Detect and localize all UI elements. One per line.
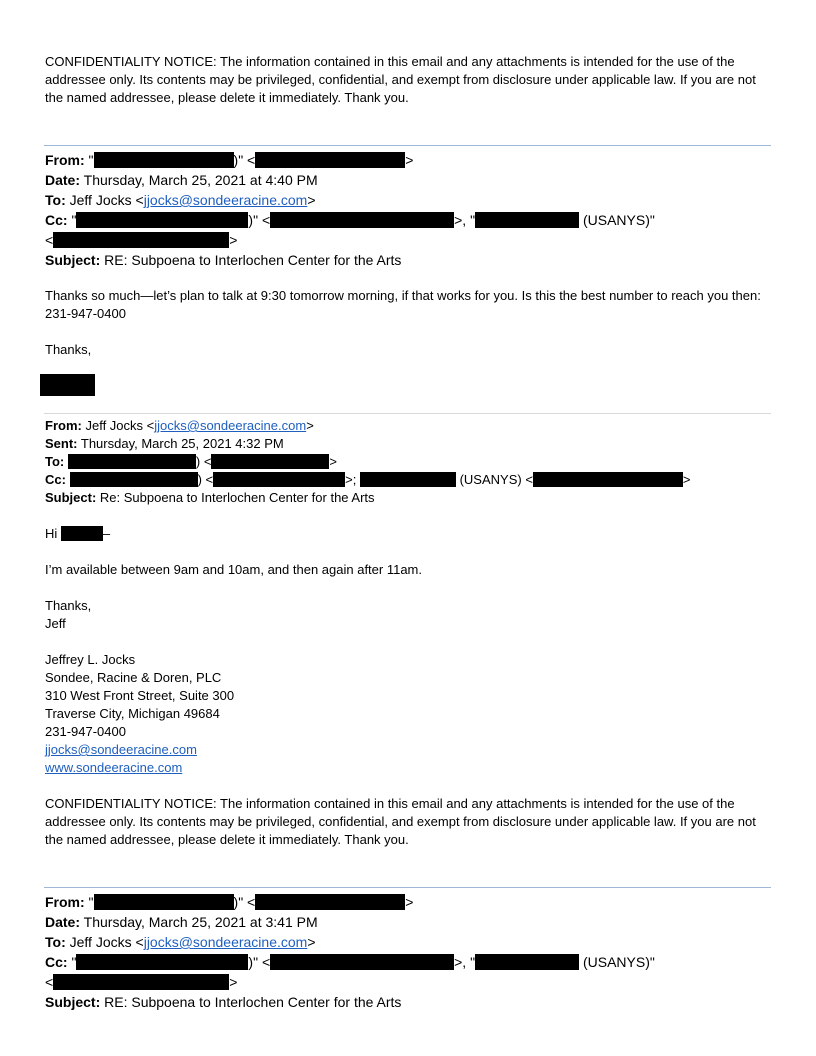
date-value: Thursday, March 25, 2021 at 3:41 PM bbox=[83, 914, 318, 930]
email-body: Thanks so much—let’s plan to talk at 9:30 tomorrow morning, if that works for you. Is this the best number to reach you then: 231-947-0400 bbox=[45, 288, 761, 321]
greeting-text: Hi bbox=[45, 526, 58, 541]
signature-phone: 231-947-0400 bbox=[45, 724, 126, 739]
redaction bbox=[255, 894, 405, 910]
from-label: From: bbox=[45, 152, 85, 168]
subject-label: Subject: bbox=[45, 252, 101, 268]
redaction bbox=[53, 974, 229, 990]
date-label: Date: bbox=[45, 914, 81, 930]
email-header-date bbox=[45, 912, 318, 932]
email-closing: Thanks, bbox=[45, 598, 92, 613]
signature-email-link[interactable]: jjocks@sondeeracine.com bbox=[45, 742, 197, 757]
to-email-link[interactable]: jjocks@sondeeracine.com bbox=[143, 934, 308, 950]
date-value: Thursday, March 25, 2021 at 4:40 PM bbox=[83, 172, 318, 188]
email-header-subject bbox=[45, 489, 375, 507]
from-label: From: bbox=[45, 894, 85, 910]
redaction bbox=[533, 472, 683, 487]
sent-value: Thursday, March 25, 2021 4:32 PM bbox=[80, 436, 284, 451]
sent-label: Sent: bbox=[45, 436, 78, 451]
email-header-from: From: " )" < > bbox=[45, 894, 414, 910]
signature-city: Traverse City, Michigan 49684 bbox=[45, 706, 220, 721]
signature-firm: Sondee, Racine & Doren, PLC bbox=[45, 670, 222, 685]
redaction bbox=[270, 954, 454, 970]
signature-redaction bbox=[40, 374, 95, 396]
email-header-date bbox=[45, 170, 318, 190]
email-sender-name: Jeff bbox=[45, 616, 66, 631]
email-header-from: From: " )" < > bbox=[45, 152, 414, 168]
redaction bbox=[255, 152, 405, 168]
cc-org: (USANYS) bbox=[582, 954, 650, 970]
signature-street: 310 West Front Street, Suite 300 bbox=[45, 688, 235, 703]
subject-value: Re: Subpoena to Interlochen Center for the Arts bbox=[99, 490, 375, 505]
email-body: I’m available between 9am and 10am, and then again after 11am. bbox=[45, 562, 422, 577]
subject-label: Subject: bbox=[45, 994, 101, 1010]
cc-label: Cc: bbox=[45, 954, 68, 970]
date-label: Date: bbox=[45, 172, 81, 188]
redaction bbox=[53, 232, 229, 248]
email-greeting: Hi – bbox=[45, 526, 111, 541]
subject-value: RE: Subpoena to Interlochen Center for the Arts bbox=[104, 252, 402, 268]
redaction bbox=[213, 472, 345, 487]
confidentiality-notice: CONFIDENTIALITY NOTICE: The information contained in this email and any attachments is intended for the use of the addressee only. Its contents may be privileged, confidential, and exempt from disclosure under applicable law. If you are not the named addressee, please delete it immediately. Thank you. bbox=[45, 796, 756, 847]
redaction bbox=[76, 212, 248, 228]
redaction bbox=[68, 454, 196, 469]
email-header-from: From: Jeff Jocks <jjocks@sondeeracine.com> bbox=[45, 418, 314, 433]
redaction bbox=[475, 954, 579, 970]
redaction bbox=[360, 472, 456, 487]
email-header-subject bbox=[45, 992, 401, 1012]
subject-value: RE: Subpoena to Interlochen Center for the Arts bbox=[104, 994, 402, 1010]
email-header-cc-cont: < > bbox=[45, 974, 238, 990]
cc-org: (USANYS) bbox=[459, 472, 522, 487]
email-header-sent bbox=[45, 435, 284, 453]
to-name: Jeff Jocks bbox=[69, 192, 132, 208]
to-label: To: bbox=[45, 934, 66, 950]
confidentiality-notice: CONFIDENTIALITY NOTICE: The information contained in this email and any attachments is intended for the use of the addressee only. Its contents may be privileged, confidential, and exempt from disclosure under applicable law. If you are not the named addressee, please delete it immediately. Thank you. bbox=[45, 54, 756, 105]
email-header-cc: Cc: " )" < >, " (USANYS)" bbox=[45, 212, 655, 228]
divider bbox=[44, 413, 771, 414]
cc-label: Cc: bbox=[45, 472, 66, 487]
divider bbox=[44, 145, 771, 146]
from-name: Jeff Jocks bbox=[85, 418, 144, 433]
email-header-to: To: Jeff Jocks <jjocks@sondeeracine.com> bbox=[45, 192, 316, 208]
email-header-cc: Cc: ) < >; (USANYS) < > bbox=[45, 472, 691, 487]
email-header-to: To: Jeff Jocks <jjocks@sondeeracine.com> bbox=[45, 934, 316, 950]
redaction bbox=[70, 472, 198, 487]
signature-name: Jeffrey L. Jocks bbox=[45, 652, 136, 667]
to-email-link[interactable]: jjocks@sondeeracine.com bbox=[143, 192, 308, 208]
email-header-subject bbox=[45, 250, 401, 270]
cc-org: (USANYS) bbox=[582, 212, 650, 228]
redaction bbox=[94, 152, 234, 168]
redaction bbox=[211, 454, 329, 469]
redaction bbox=[270, 212, 454, 228]
from-email-link[interactable]: jjocks@sondeeracine.com bbox=[154, 418, 307, 433]
subject-label: Subject: bbox=[45, 490, 97, 505]
email-header-cc: Cc: " )" < >, " (USANYS)" bbox=[45, 954, 655, 970]
from-label: From: bbox=[45, 418, 82, 433]
cc-label: Cc: bbox=[45, 212, 68, 228]
to-label: To: bbox=[45, 192, 66, 208]
redaction bbox=[94, 894, 234, 910]
redaction bbox=[61, 526, 103, 541]
to-label: To: bbox=[45, 454, 65, 469]
divider bbox=[44, 887, 771, 888]
signature-website-link[interactable]: www.sondeeracine.com bbox=[45, 760, 183, 775]
email-header-cc-cont: < > bbox=[45, 232, 238, 248]
redaction bbox=[475, 212, 579, 228]
email-closing: Thanks, bbox=[45, 342, 92, 357]
redaction bbox=[76, 954, 248, 970]
to-name: Jeff Jocks bbox=[69, 934, 132, 950]
email-header-to: To: ) < > bbox=[45, 454, 338, 469]
